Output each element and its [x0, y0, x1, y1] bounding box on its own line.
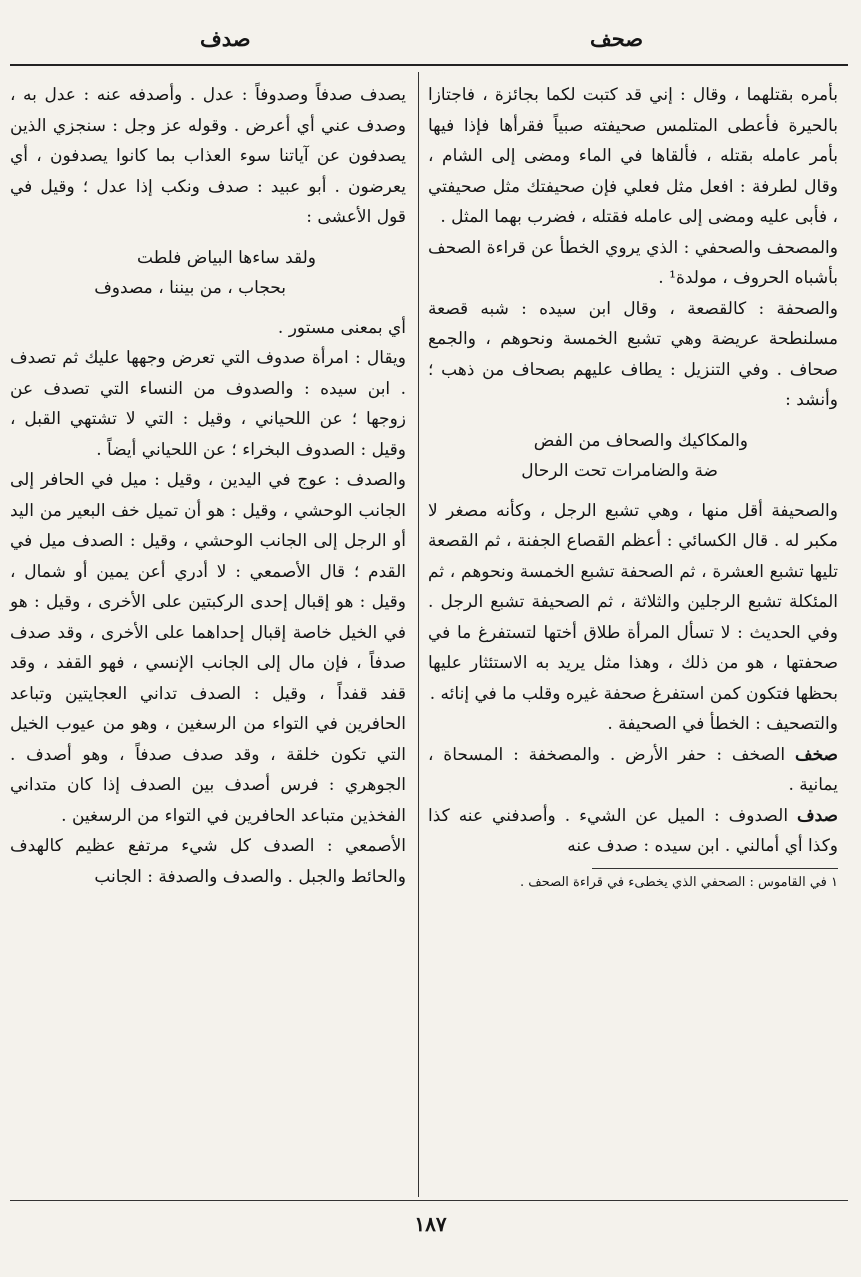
- paragraph: والصحيفة أقل منها ، وهي تشبع الرجل ، وكأنه مصغر لا مكبر له . قال الكسائي : أعظم القصاع الجفنة ، ثم القصعة تليها تشبع العشرة ، ثم الصحفة تشبع الخمسة ونحوهم ، ثم المئكلة تشبع الرجلين والثلاثة ، ثم الصحيفة تشبع الرجل . وفي الحديث : لا تسأل المرأة طلاق أختها لتستفرغ ما في صحفتها ، هو من ذلك ، وهذا مثل يريد به الاستئثار عليها بحظها فتكون كمن استفرغ صحفة غيره وقلب ما في إنائه .: [428, 500, 838, 704]
- header-root-left: صدف: [200, 26, 251, 51]
- paragraph: بأمره بقتلهما ، وقال : إني قد كتبت لكما بجائزة ، فاجتازا بالحيرة فأعطى المتلمس صحيفته صبياً فقرأها فإذا فيها بأمر عامله بقتله ، فألقاها في الماء ومضى إلى الشام ، وقال لطرفة : افعل مثل فعلي فإن صحيفتك مثل صحيفتي ، فأبى عليه ومضى إلى عامله فقتله ، فضرب بهما المثل .: [428, 85, 838, 227]
- top-rule: [10, 64, 848, 66]
- paragraph: أي بمعنى مستور .: [277, 317, 406, 338]
- bottom-rule: [10, 1200, 848, 1201]
- paragraph: يصدف صدفاً وصدوفاً : عدل . وأصدفه عنه : عدل به ، وصدف عني أي أعرض . وقوله عز وجل : سنجزي الذين يصدفون عن آياتنا سوء العذاب بما كانوا يصدفون ، أي يعرضون . أبو عبيد : صدف ونكب إذا عدل ؛ وقيل في قول الأعشى :: [10, 85, 406, 227]
- left-column: [10, 80, 406, 892]
- paragraph: والصدف : عوج في اليدين ، وقيل : ميل في الحافر إلى الجانب الوحشي ، وقيل : هو أن تميل خف البعير من اليد أو الرجل إلى الجانب الوحشي ، وقيل : الصدف ميل في القدم ؛ قال الأصمعي : لا أدري أعن يمين أو شمال ، وقيل : هو إقبال إحدى الركبتين على الأخرى ، وقيل : هو في الخيل خاصة إقبال إحداهما على الأخرى ، وقد صدف صدفاً ، فإن مال إلى الجانب الإنسي ، فهو القفد ، وقد قفد قفداً ، وقيل : الصدف تداني العجايتين وتباعد الحافرين في التواء من الرسغين ، وهو من عيوب الخيل التي تكون خلقة ، وقد صدف صدفاً ، وهو أصدف . الجوهري : فرس أصدف بين الصدف إذا كان متداني الفخذين متباعد الحافرين في التواء من الرسغين .: [10, 470, 406, 826]
- page-number: ١٨٧: [414, 1212, 447, 1236]
- entry-headword: صخف: [794, 744, 838, 765]
- poetry-verse: [428, 426, 838, 486]
- entry-text: الصدوف : الميل عن الشيء . وأصدفني عنه كذا وكذا أي أمالني . ابن سيده : صدف عنه: [428, 805, 838, 856]
- footnote: ١ في القاموس : الصحفي الذي يخطىء في قراءة الصحف .: [519, 874, 838, 890]
- dictionary-entry: [428, 740, 838, 801]
- paragraph: والمصحف والصحفي : الذي يروي الخطأ عن قراءة الصحف بأشباه الحروف ، مولدة¹ .: [427, 237, 838, 288]
- right-column: [428, 80, 838, 893]
- verse-line: ولقد ساءها البياض فلطت: [137, 247, 316, 268]
- paragraph: الأصمعي : الصدف كل شيء مرتفع عظيم كالهدف والحائط والجبل . والصدف والصدفة : الجانب: [10, 836, 406, 887]
- poetry-verse: [10, 243, 406, 303]
- verse-line: ضة والضامرات تحت الرحال: [521, 460, 718, 481]
- paragraph: والتصحيف : الخطأ في الصحيفة .: [607, 714, 838, 734]
- verse-line: والمكاكيك والصحاف من الفض: [533, 430, 748, 451]
- column-divider: [418, 72, 419, 1197]
- dictionary-entry: [428, 801, 838, 862]
- verse-line: بحجاب ، من بيننا ، مصدوف: [94, 277, 286, 298]
- entry-text: الصخف : حفر الأرض . والمصخفة : المسحاة ، يمانية .: [428, 744, 838, 795]
- paragraph: والصحفة : كالقصعة ، وقال ابن سيده : شبه قصعة مسلنطحة عريضة وهي تشبع الخمسة ونحوهم ، والجمع صحاف . وفي التنزيل : يطاف عليهم بصحاف من ذهب ؛ وأنشد :: [428, 298, 838, 410]
- paragraph: ويقال : امرأة صدوف التي تعرض وجهها عليك ثم تصدف . ابن سيده : والصدوف من النساء التي تصدف عن زوجها ؛ عن اللحياني ، وقيل : التي لا تشتهي القبل ، وقيل : الصدوف البخراء ؛ عن اللحياني أيضاً .: [10, 348, 406, 460]
- header-root-right: صحف: [590, 26, 644, 51]
- entry-headword: صدف: [797, 805, 838, 826]
- footnote-rule: [592, 868, 838, 869]
